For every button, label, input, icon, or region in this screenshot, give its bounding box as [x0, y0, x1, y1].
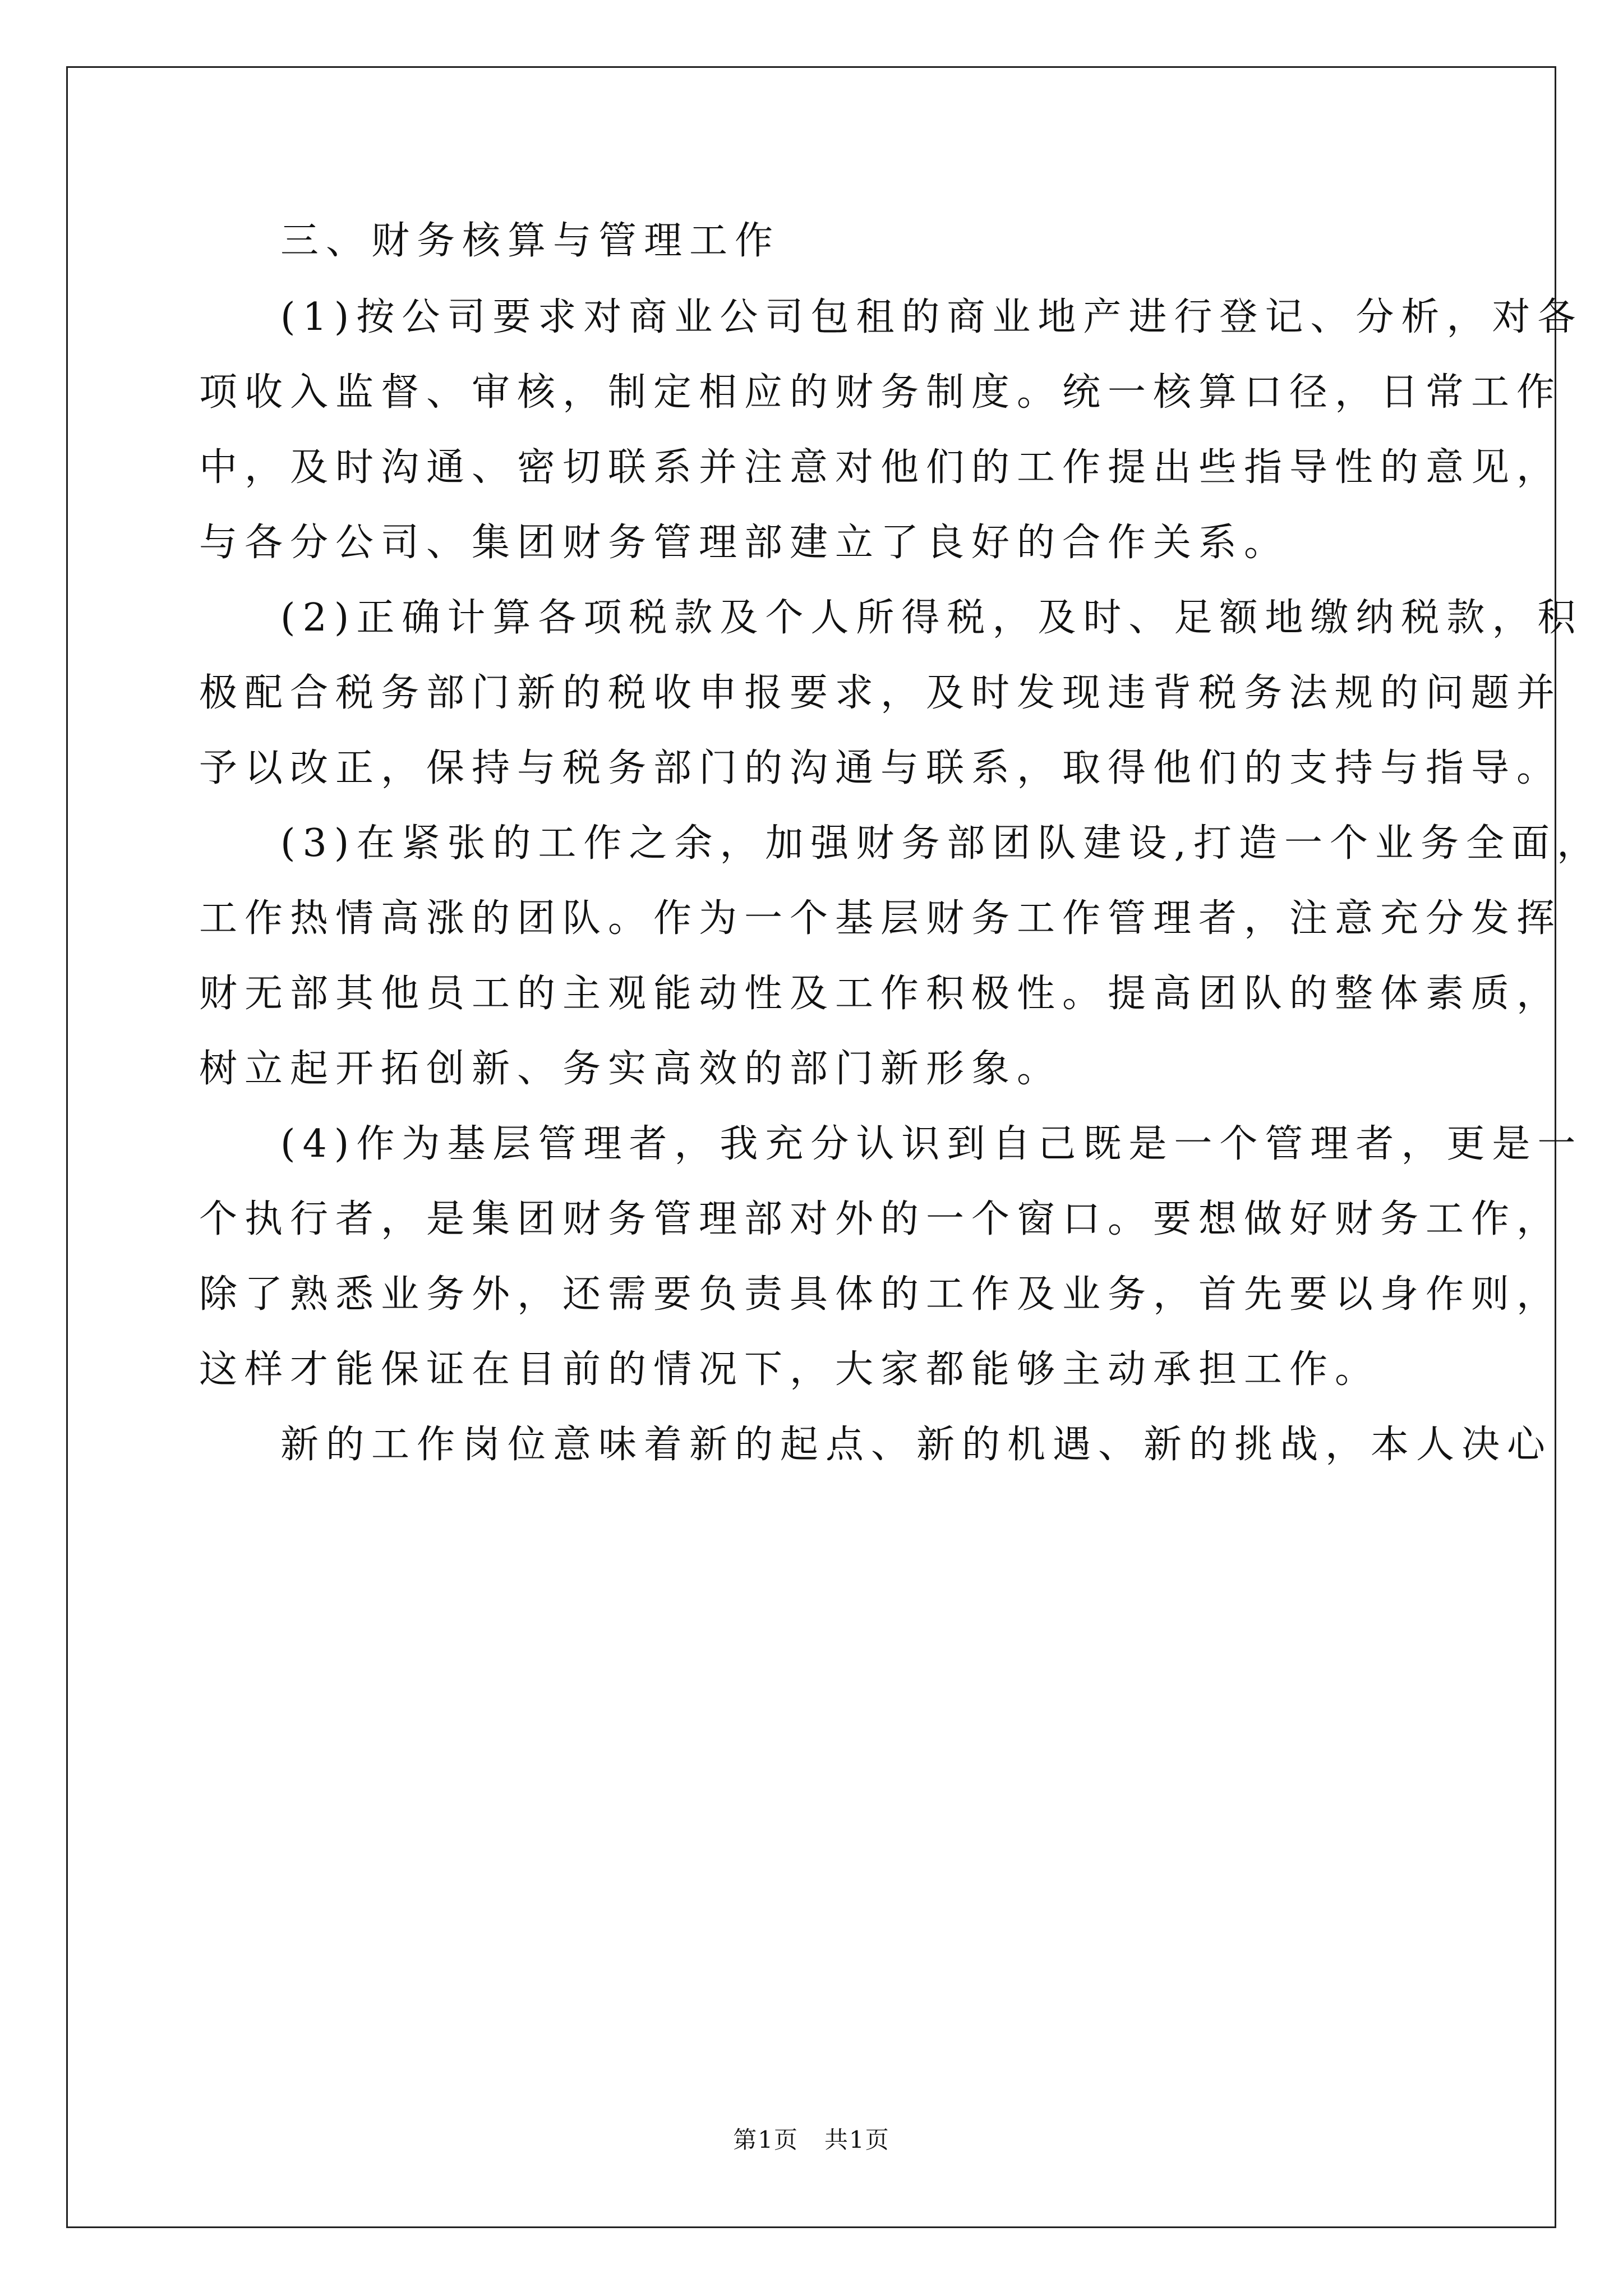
paragraph-line: 财无部其他员工的主观能动性及工作积极性。提高团队的整体素质， — [199, 972, 1562, 1016]
paragraph-line: 予以改正，保持与税务部门的沟通与联系，取得他们的支持与指导。 — [199, 746, 1562, 790]
paragraph-line: 工作热情高涨的团队。作为一个基层财务工作管理者，注意充分发挥 — [199, 896, 1562, 941]
paragraph-line: 项收入监督、审核，制定相应的财务制度。统一核算口径，日常工作 — [199, 370, 1562, 415]
paragraph-line: (2)正确计算各项税款及个人所得税，及时、足额地缴纳税款，积 — [280, 596, 1583, 640]
paragraph-line: 树立起开拓创新、务实高效的部门新形象。 — [199, 1047, 1063, 1091]
paragraph-line: 与各分公司、集团财务管理部建立了良好的合作关系。 — [199, 521, 1290, 565]
paragraph-line: 中，及时沟通、密切联系并注意对他们的工作提出些指导性的意见， — [199, 445, 1562, 490]
paragraph-line: 新的工作岗位意味着新的起点、新的机遇、新的挑战，本人决心 — [280, 1423, 1553, 1467]
paragraph-line: (4)作为基层管理者，我充分认识到自己既是一个管理者，更是一 — [280, 1122, 1583, 1166]
paragraph-line: 个执行者，是集团财务管理部对外的一个窗口。要想做好财务工作， — [199, 1197, 1562, 1241]
page-footer: 第1页 共1页 — [733, 2126, 890, 2154]
paragraph-line: (1)按公司要求对商业公司包租的商业地产进行登记、分析，对各 — [280, 295, 1583, 339]
paragraph-line: 这样才能保证在目前的情况下，大家都能够主动承担工作。 — [199, 1347, 1381, 1392]
paragraph-line: (3)在紧张的工作之余，加强财务部团队建设,打造一个业务全面， — [280, 821, 1602, 866]
section-heading: 三、财务核算与管理工作 — [280, 219, 781, 263]
paragraph-line: 除了熟悉业务外，还需要负责具体的工作及业务，首先要以身作则， — [199, 1272, 1562, 1317]
paragraph-line: 极配合税务部门新的税收申报要求，及时发现违背税务法规的问题并 — [199, 671, 1562, 715]
